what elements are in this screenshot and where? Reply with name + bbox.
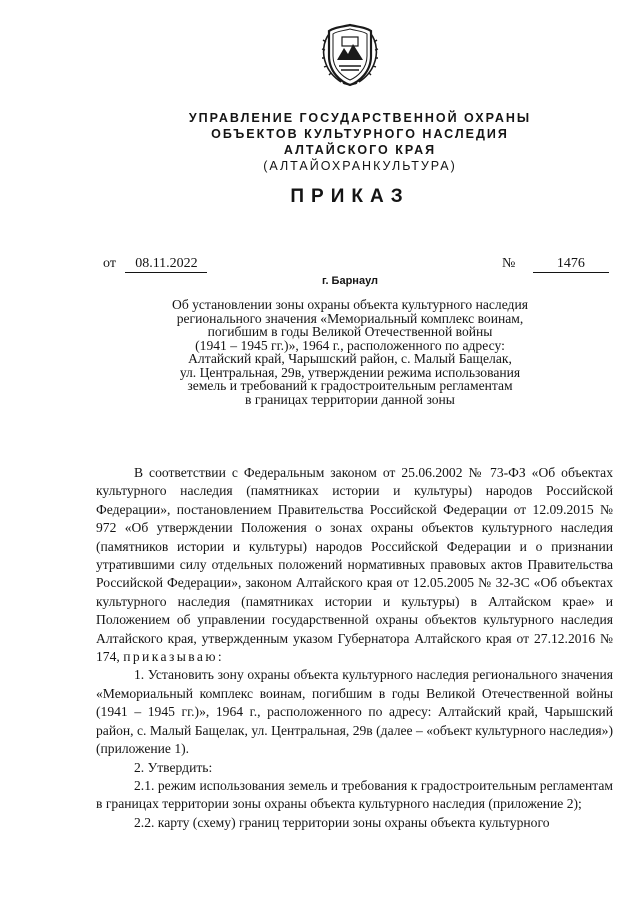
order-word: приказываю: (123, 649, 225, 665)
subject-line: (1941 – 1945 гг.)», 1964 г., расположенного по адресу: (195, 337, 505, 353)
item-2-1-paragraph: 2.1. режим использования земель и требования к градостроительным регламентам в границах территории зоны охраны объекта культурного наследия (приложение 2); (96, 777, 613, 812)
item-2-2-paragraph: 2.2. карту (схему) границ территории зоны охраны объекта культурного (134, 814, 550, 830)
preamble-paragraph (96, 464, 613, 666)
subject-line: Об установлении зоны охраны объекта культурного наследия (172, 297, 528, 312)
date-field (103, 256, 207, 273)
document-type-title: ПРИКАЗ (290, 186, 410, 207)
date-prefix: от (103, 256, 116, 271)
subject-line: ул. Центральная, 29в, утверждении режима использования (179, 364, 521, 380)
organization-name-line-1: УПРАВЛЕНИЕ ГОСУДАРСТВЕННОЙ ОХРАНЫ (188, 111, 532, 125)
subject-line: регионального значения «Мемориальный комплекс воинам, (176, 310, 524, 326)
organization-name-line-2: ОБЪЕКТОВ КУЛЬТУРНОГО НАСЛЕДИЯ (211, 127, 509, 141)
document-date: 08.11.2022 (125, 256, 207, 273)
document-body (96, 464, 613, 832)
city-name: г. Барнаул (321, 275, 379, 287)
subject-line: Алтайский край, Чарышский район, с. Малый Бащелак, (188, 351, 512, 366)
subject-line: в границах территории данной зоны (245, 391, 455, 407)
item-2-paragraph: 2. Утвердить: (134, 759, 213, 775)
organization-name-line-3: АЛТАЙСКОГО КРАЯ (283, 143, 437, 157)
number-prefix: № (502, 256, 516, 271)
document-subject (110, 298, 590, 406)
organization-short-name: (АЛТАЙОХРАНКУЛЬТУРА) (263, 159, 457, 173)
document-number: 1476 (533, 256, 609, 273)
preamble-text: В соответствии с Федеральным законом от 25.06.2002 № 73-ФЗ «Об объектах культурного наследия (памятниках истории и культуры) народов Российской Федерации», постановлением Правительства Российской Федерации от 12.09.2015 № 972 «Об утверждении Положения о зонах охраны объектов культурного наследия (памятников истории и культуры) народов Российской Федерации и о признании утратившими силу отдельных положений нормативных правовых актов Правительства Российской Федерации», законом Алтайского края от 12.05.2005 № 32-ЗС «Об объектах культурного наследия (памятниках истории и культуры) в Алтайском крае» и Положением об управлении государственной охраны объектов культурного наследия Алтайского края, утвержденным указом Губернатора Алтайского края от 27.12.2016 № 174, (96, 465, 613, 665)
item-1-paragraph: 1. Установить зону охраны объекта культурного наследия регионального значения «Мемориальный комплекс воинам, погибшим в годы Великой Отечественной войны (1941 – 1945 гг.)», 1964 г., расположенного по адресу: Алтайский край, Чарышский район, с. Малый Бащелак, ул. Центральная, 29в (далее – «объект культурного наследия») (приложение 1). (96, 667, 613, 757)
subject-line: погибшим в годы Великой Отечественной войны (207, 324, 493, 339)
coat-of-arms-icon (317, 22, 383, 88)
subject-line: земель и требований к градостроительным регламентам (187, 378, 513, 393)
number-field (502, 256, 609, 273)
